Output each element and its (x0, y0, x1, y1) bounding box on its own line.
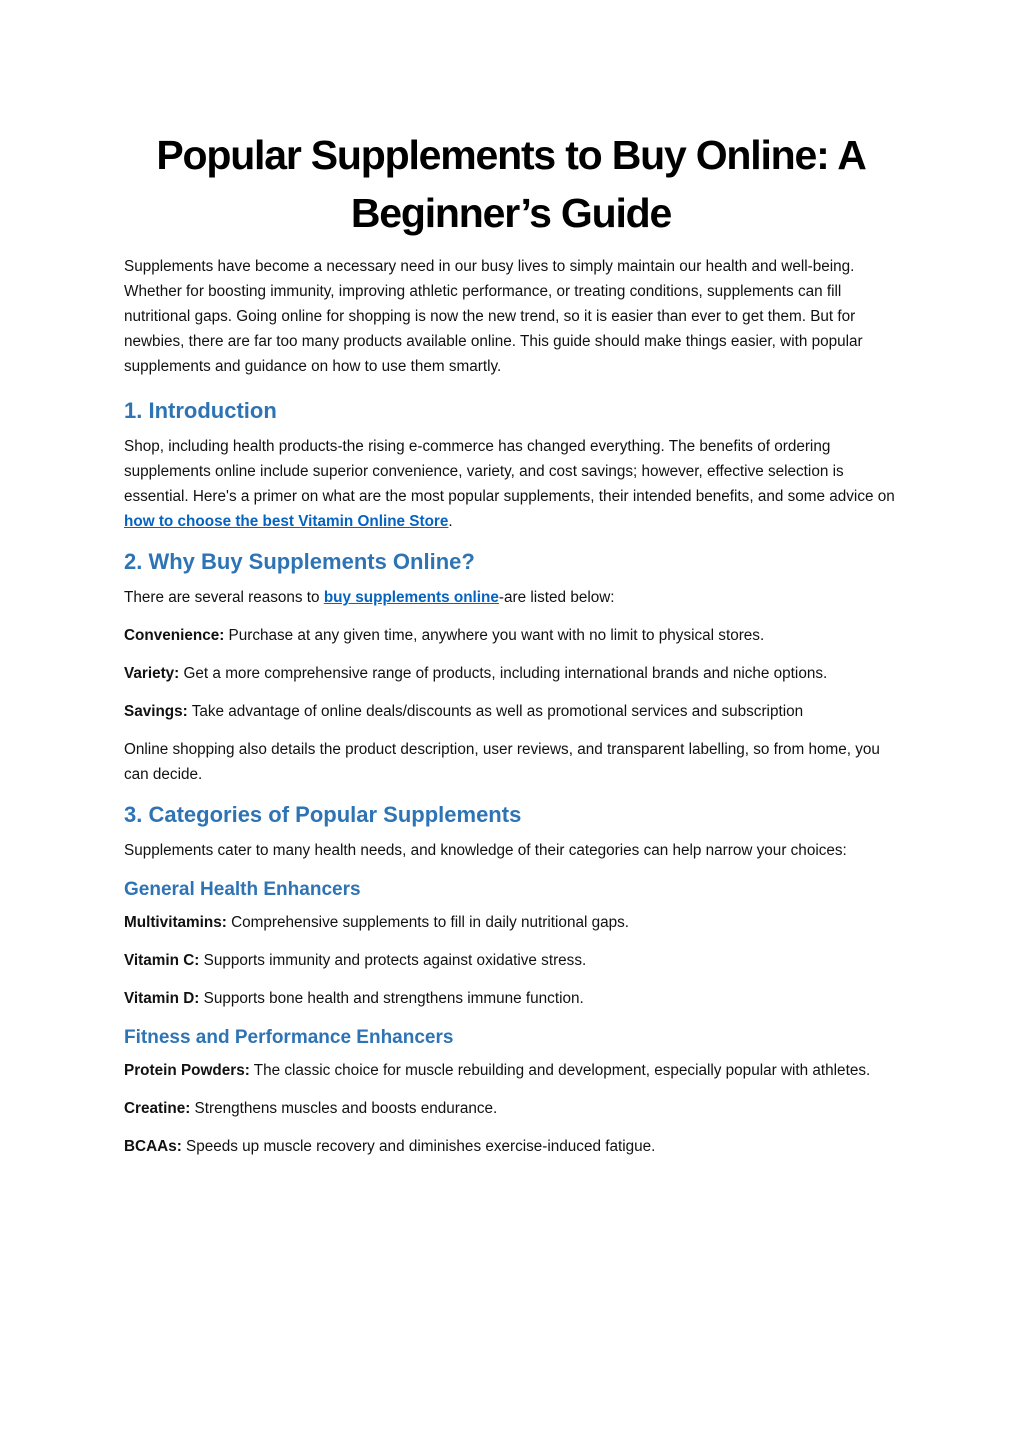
section-heading-categories: 3. Categories of Popular Supplements (124, 802, 522, 827)
reason-text: Purchase at any given time, anywhere you want with no limit to physical stores. (224, 627, 765, 644)
reason-text: Get a more comprehensive range of products, including international brands and niche options. (179, 665, 828, 682)
reason-label: Convenience: (124, 627, 225, 644)
supplement-item-protein-powders (124, 1058, 898, 1083)
supplement-label: Vitamin C: (124, 952, 200, 969)
vitamin-store-link[interactable]: how to choose the best Vitamin Online Store (124, 513, 449, 530)
introduction-text: Shop, including health products-the rising e-commerce has changed everything. The benefits of ordering supplements online include superior convenience, variety, and cost savings; however, effective selection is essential. Here's a primer on what are the most popular supplements, their intended benefits, and some advice on (124, 438, 895, 505)
reason-label: Variety: (124, 665, 180, 682)
page-title: Popular Supplements to Buy Online: A Beginner’s Guide (156, 132, 866, 236)
why-buy-lead-text-end: -are listed below: (498, 589, 615, 606)
supplement-item-vitamin-c (124, 948, 898, 973)
supplement-item-bcaas (124, 1134, 898, 1159)
buy-supplements-link[interactable]: buy supplements online (323, 589, 499, 606)
section-heading-introduction: 1. Introduction (124, 398, 277, 423)
introduction-paragraph (124, 434, 898, 534)
reason-savings (124, 699, 898, 724)
subheading-general-health: General Health Enhancers (124, 879, 361, 900)
reason-label: Savings: (124, 703, 188, 720)
introduction-text-end: . (448, 513, 453, 530)
why-buy-lead-text: There are several reasons to (124, 589, 324, 606)
reason-text: Take advantage of online deals/discounts as well as promotional services and subscription (187, 703, 804, 720)
why-buy-lead-paragraph (124, 585, 898, 610)
supplement-text: Comprehensive supplements to fill in daily nutritional gaps. (226, 914, 630, 931)
supplement-label: Protein Powders: (124, 1062, 250, 1079)
reason-convenience (124, 623, 898, 648)
categories-lead-paragraph: Supplements cater to many health needs, and knowledge of their categories can help narrow your choices: (124, 842, 847, 859)
supplement-item-creatine (124, 1096, 898, 1121)
supplement-item-multivitamins (124, 910, 898, 935)
subheading-fitness-performance: Fitness and Performance Enhancers (124, 1027, 454, 1048)
reason-variety (124, 661, 898, 686)
supplement-item-vitamin-d (124, 986, 898, 1011)
supplement-label: BCAAs: (124, 1138, 182, 1155)
supplement-text: Supports immunity and protects against oxidative stress. (199, 952, 587, 969)
why-buy-closing-paragraph: Online shopping also details the product description, user reviews, and transparent labelling, so from home, you can decide. (124, 741, 880, 783)
supplement-text: Supports bone health and strengthens immune function. (199, 990, 584, 1007)
supplement-text: The classic choice for muscle rebuilding and development, especially popular with athletes. (249, 1062, 871, 1079)
supplement-label: Multivitamins: (124, 914, 227, 931)
section-heading-why-buy-online: 2. Why Buy Supplements Online? (124, 549, 475, 574)
supplement-text: Strengthens muscles and boosts endurance. (190, 1100, 498, 1117)
supplement-text: Speeds up muscle recovery and diminishes exercise-induced fatigue. (181, 1138, 656, 1155)
supplement-label: Creatine: (124, 1100, 191, 1117)
supplement-label: Vitamin D: (124, 990, 200, 1007)
intro-paragraph: Supplements have become a necessary need in our busy lives to simply maintain our health and well-being. Whether for boosting immunity, improving athletic performance, or treating conditions, supplements can fill nutritional gaps. Going online for shopping is now the new trend, so it is easier than ever to get them. But for newbies, there are far too many products available online. This guide should make things easier, with popular supplements and guidance on how to use them smartly. (124, 258, 863, 375)
